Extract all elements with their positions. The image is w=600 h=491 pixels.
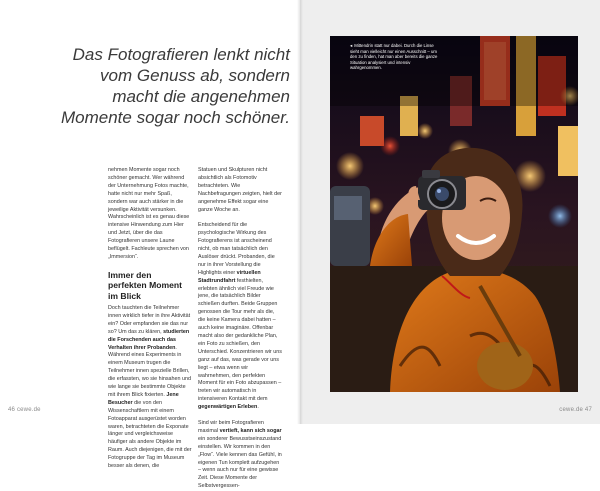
highlight-text: virtuellen Stadtrundfahrt [198,269,261,284]
highlight-text: vertieft, kann sich sogar [219,427,282,434]
neon-sign [360,116,384,146]
body-paragraph [108,305,192,471]
lens-reflection [437,189,441,193]
body-paragraph [198,222,282,412]
pull-quote [40,44,290,128]
body-text: . Während eines Experiments in einem Museum trugen die Teilnehmer innen spezielle Brillen, die erfassten, wo sie hinsahen und wie lange sie bestimmte Objekte mit ihrem Blick fixierten. [108,344,192,398]
highlight-text: gegenwärtigen Erleben [198,404,258,411]
body-text: Sind wir beim Fotografieren maximal [198,419,264,434]
photo-caption [350,43,442,71]
page-number-right: cewe.de 47 [559,407,592,413]
body-text: ein sonderer Bewusstseinszustand einstellen. Wir kommen in den „Flow“. Viele kennen das Gefühl, in eigenen Tun komplett aufzugehen – wenn auch nur für eine gewisse Zeit. Diese Momente der Selbstvergessen- [198,435,282,490]
camera-lens-glass [435,187,449,201]
bokeh-light [548,204,572,228]
bokeh-light [336,152,364,180]
pull-quote-line: Momente sogar noch schöner. [61,108,290,127]
photo-woman-with-camera [330,36,578,392]
body-paragraph: Statuen und Skulpturen nicht absichtlich als Fotomotiv betrachteten. Wie Nachbefragungen zeigten, hielt der angenehme Effekt sogar eine ganze Woche an. [198,167,282,213]
body-text: Doch tauchten die Teilnehmer innen wirklich tiefer in ihre Aktivität ein? Oder empfanden sie das nur so? Um das zu klären, [108,304,191,335]
pull-quote-line: Das Fotografieren lenkt nicht [72,45,290,64]
body-text: . [257,404,259,411]
pull-quote-line: macht die angenehmen [112,87,290,106]
photo-illustration [330,36,578,392]
body-text: festhielten, erlebten ähnlich viel Freude wie jene, die tatsächlich Bilder schießen durften. Beide Gruppen genossen die Tour mehr als die, die keine Kamera dabei hatten – auch keine imaginäre. Offenbar macht also der gedankliche Plan, ein Foto zu schießen, den Unterschied. Konzentrieren wir uns ganz auf das, was gerade vor uns liegt – etwa wenn wir wahrnehmen, den perfekten Moment für ein Foto abzupassen – treten wir automatisch in intensiveren Kontakt mit dem [198,277,282,403]
shoulder-bag [477,342,533,390]
pull-quote-line: vom Genuss ab, sondern [100,66,290,85]
bokeh-light [417,123,433,139]
body-paragraph [198,420,282,491]
article-column-2 [198,167,282,491]
article-column-1 [108,167,192,471]
camera-top-plate [422,170,440,178]
page-gutter [297,0,303,424]
body-text: die von den Wissenschaftlern mit einem Fotoapparat ausgerüstet worden waren, betrachteten die Exponate länger und vergleichsweise häufiger als andere Objekte im Raum. Auch diejenigen, die mit der Fotogruppe der Tag im Museum besser als denen, die [108,399,192,470]
body-paragraph: nehmen Momente sogar noch schöner gemacht. Wer während der Unternehmung Fotos machte, hatte nicht nur mehr Spaß, sondern war auch stärker in die jeweilige Aktivität versunken. Wahrscheinlich ist es genau diese intensive Hinwendung zum Hier und Jetzt, über die das Fotografieren unsere Laune beflügelt. Fachleute sprechen von „Immersion“. [108,167,190,260]
caption-text: Mittendrin statt nur dabei. Durch die Linse sieht man vielleicht nur einen Ausschnitt – um den zu finden, hat man aber bereits die ganze Situation analysiert und intensiv wahrgenommen. [350,43,438,71]
section-subhead: Immer den perfekten Moment im Blick [108,269,183,301]
caption-arrow-icon: ◂ [350,43,353,48]
body-text: Entscheidend für die psychologische Wirkung des Fotografierens ist anscheinend nicht, ob man tatsächlich den Auslöser drückt. Probanden, die nur in ihrer Vorstellung die Highlights einer [198,222,275,276]
highlight-text: Jene Besucher [108,391,179,406]
left-page [0,0,300,490]
neon-sign [558,126,578,176]
page-number-left: 46 cewe.de [8,407,41,413]
highlight-text: studierten die Forschenden auch das Verhalten ihrer Probanden [108,328,190,351]
bokeh-light [380,136,400,156]
car-window [334,196,362,220]
